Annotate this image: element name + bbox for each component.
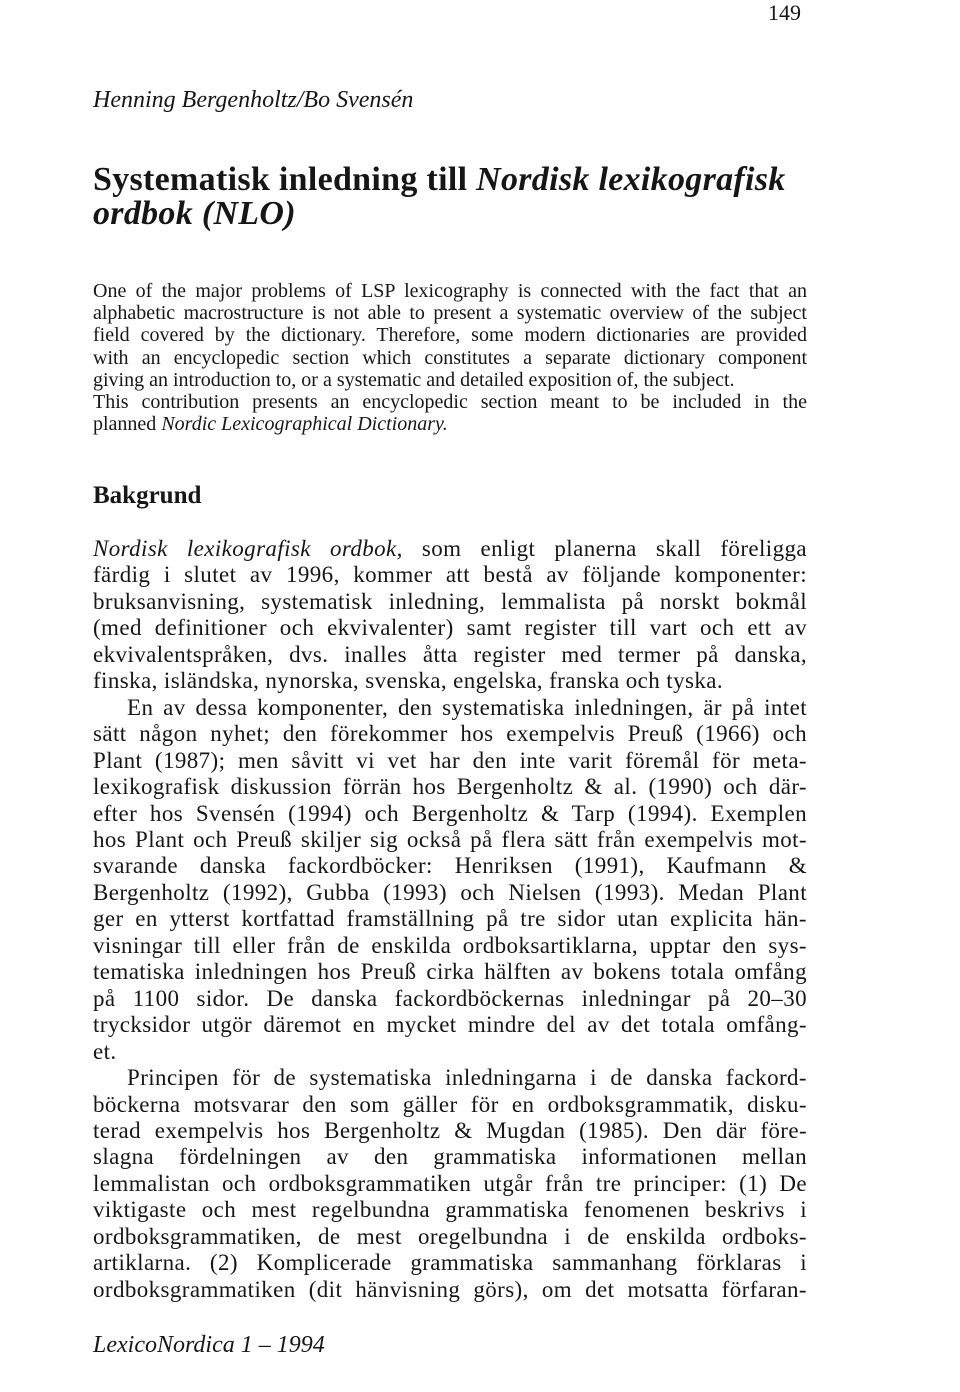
body-line: finska, isländska, nynorska, svenska, engelska, franska och tyska. <box>93 668 724 694</box>
body-line: lexikografisk diskussion förrän hos Bergenholtz & al. (1990) och där- <box>93 774 807 800</box>
body-line: lemmalistan och ordboksgrammatiken utgår från tre principer: (1) De <box>93 1170 807 1196</box>
body-line: efter hos Svensén (1994) och Bergenholtz & Tarp (1994). Exemplen <box>93 800 807 826</box>
article-title <box>93 163 786 231</box>
body-line: ordboksgrammatiken, de mest oregelbundna i de enskilda ordboks- <box>93 1223 807 1249</box>
body-line: svarande danska fackordböcker: Henriksen (1991), Kaufmann & <box>93 853 807 879</box>
body-line: färdig i slutet av 1996, kommer att bestå av följande komponenter: <box>93 562 807 588</box>
body-line: Plant (1987); men såvitt vi vet har den inte varit föremål för meta- <box>93 747 807 773</box>
body-line: trycksidor utgör däremot en mycket mindre del av det totala omfång- <box>93 1012 807 1038</box>
body-line: tematiska inledningen hos Preuß cirka hälften av bokens totala omfång <box>93 959 807 985</box>
author-line: Henning Bergenholtz/Bo Svensén <box>93 87 414 113</box>
paragraph-2 <box>93 695 807 1065</box>
body-line: Principen för de systematiska inledningarna i de danska fackord- <box>127 1065 807 1091</box>
abstract-line: field covered by the dictionary. Therefore, some modern dictionaries are provided <box>93 324 807 347</box>
body-line: et. <box>93 1038 117 1064</box>
abstract-line: with an encyclopedic section which constitutes a separate dictionary component <box>93 346 807 369</box>
body-line: artiklarna. (2) Komplicerade grammatiska sammanhang förklaras i <box>93 1250 807 1276</box>
body-text <box>93 536 807 1303</box>
title-plain: Systematisk inledning till <box>93 161 468 198</box>
paragraph-1 <box>93 536 807 695</box>
abstract-line: One of the major problems of LSP lexicography is connected with the fact that an <box>93 280 807 302</box>
body-line: på 1100 sidor. De danska fackordböckernas inledningar på 20–30 <box>93 985 807 1011</box>
body-line: bruksanvisning, systematisk inledning, lemmalista på norskt bokmål <box>93 588 807 614</box>
abstract-text: planned <box>93 413 157 436</box>
dictionary-title: Nordisk lexikografisk ordbok, <box>93 536 403 561</box>
body-line: En av dessa komponenter, den systematiska inledningen, är på intet <box>127 694 807 720</box>
journal-footer: LexicoNordica 1 – 1994 <box>93 1332 325 1358</box>
title-line-2: ordbok (NLO) <box>93 195 296 232</box>
page-number: 149 <box>768 0 801 25</box>
body-line: terad exempelvis hos Bergenholtz & Mugdan (1985). Den där före- <box>93 1117 807 1143</box>
section-heading: Bakgrund <box>93 482 202 509</box>
abstract-line: alphabetic macrostructure is not able to present a systematic overview of the subject <box>93 302 807 325</box>
title-italic: Nordisk lexikografisk <box>476 161 786 198</box>
body-line: böckerna motsvarar den som gäller för en ordboksgrammatik, disku- <box>93 1091 807 1117</box>
body-line: ordboksgrammatiken (dit hänvisning görs), om det motsatta förfaran- <box>93 1276 807 1302</box>
body-line: Bergenholtz (1992), Gubba (1993) och Nielsen (1993). Medan Plant <box>93 879 807 905</box>
paragraph-3 <box>93 1065 807 1303</box>
body-line: visningar till eller från de enskilda ordboksartiklarna, upptar den sys- <box>93 932 807 958</box>
body-line: viktigaste och mest regelbundna grammatiska fenomenen beskrivs i <box>93 1197 807 1223</box>
body-line: slagna fördelningen av den grammatiska informationen mellan <box>93 1144 807 1170</box>
abstract-line: giving an introduction to, or a systematic and detailed exposition of, the subject. <box>93 368 735 391</box>
body-line <box>93 536 807 562</box>
abstract-line: This contribution presents an encyclopedic section meant to be included in the <box>93 390 807 413</box>
body-line: ekvivalentspråken, dvs. inalles åtta register med termer på danska, <box>93 641 807 667</box>
abstract <box>93 280 807 435</box>
title-line-1 <box>93 163 786 197</box>
abstract-line <box>93 413 807 435</box>
body-line: hos Plant och Preuß skiljer sig också på flera sätt från exempelvis mot- <box>93 826 807 852</box>
body-text-span: som enligt planerna skall föreligga <box>421 536 807 561</box>
dictionary-title: Nordic Lexicographical Dictionary. <box>161 413 448 436</box>
body-line: ger en ytterst kortfattad framställning på tre sidor utan explicita hän- <box>93 906 807 932</box>
body-line: (med definitioner och ekvivalenter) samt register till vart och ett av <box>93 615 807 641</box>
body-line: sätt någon nyhet; den förekommer hos exempelvis Preuß (1966) och <box>93 721 807 747</box>
